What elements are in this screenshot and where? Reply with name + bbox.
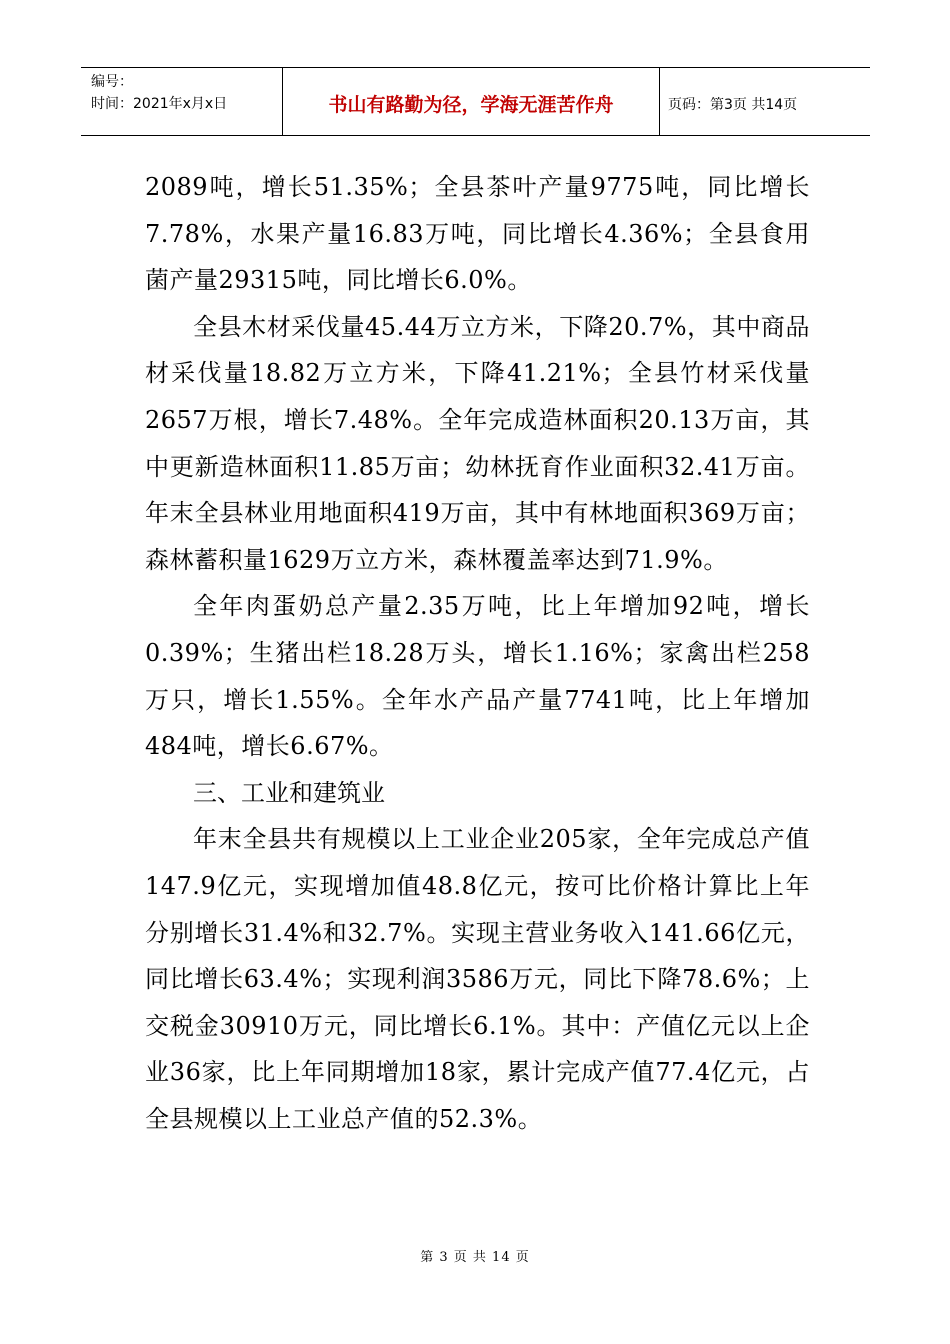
section-heading: 三、工业和建筑业 bbox=[193, 778, 385, 807]
header-number-label: 编号： bbox=[91, 74, 133, 90]
document-body bbox=[145, 164, 810, 1142]
section-paragraph-1: 年末全县共有规模以上工业企业205家，全年完成总产值147.9亿元，实现增加值48.8亿元，按可比价格计算比上年分别增长31.4%和32.7%。实现主营业务收入141.66亿元，同比增长63.4%；实现利润3586万元，同比下降78.6%；上交税金30910万元，同比增长6.1%。其中：产值亿元以上企业36家，比上年同期增加18家，累计完成产值77.4亿元，占全县规模以上工业总产值的52.3%。 bbox=[145, 825, 810, 1133]
body-paragraph-1: 2089吨，增长51.35%；全县茶叶产量9775吨，同比增长7.78%，水果产量16.83万吨，同比增长4.36%；全县食用菌产量29315吨，同比增长6.0%。 bbox=[145, 173, 810, 295]
page-footer: 第 3 页 共 14 页 bbox=[420, 1250, 530, 1265]
header-meta bbox=[81, 68, 283, 135]
header-time-label: 时间：2021年x月x日 bbox=[91, 96, 228, 112]
body-paragraph-3: 全年肉蛋奶总产量2.35万吨，比上年增加92吨，增长0.39%；生猪出栏18.28万头，增长1.16%；家禽出栏258万只，增长1.55%。全年水产品产量7741吨，比上年增加484吨，增长6.67%。 bbox=[145, 592, 810, 761]
page-header bbox=[81, 67, 870, 136]
header-motto: 书山有路勤为径，学海无涯苦作舟 bbox=[283, 68, 660, 135]
header-page-info: 页码：第3页 共14页 bbox=[668, 96, 798, 113]
body-paragraph-2: 全县木材采伐量45.44万立方米，下降20.7%，其中商品材采伐量18.82万立方米，下降41.21%；全县竹材采伐量2657万根，增长7.48%。全年完成造林面积20.13万亩，其中更新造林面积11.85万亩；幼林抚育作业面积32.41万亩。年末全县林业用地面积419万亩，其中有林地面积369万亩；森林蓄积量1629万立方米，森林覆盖率达到71.9%。 bbox=[145, 312, 810, 574]
